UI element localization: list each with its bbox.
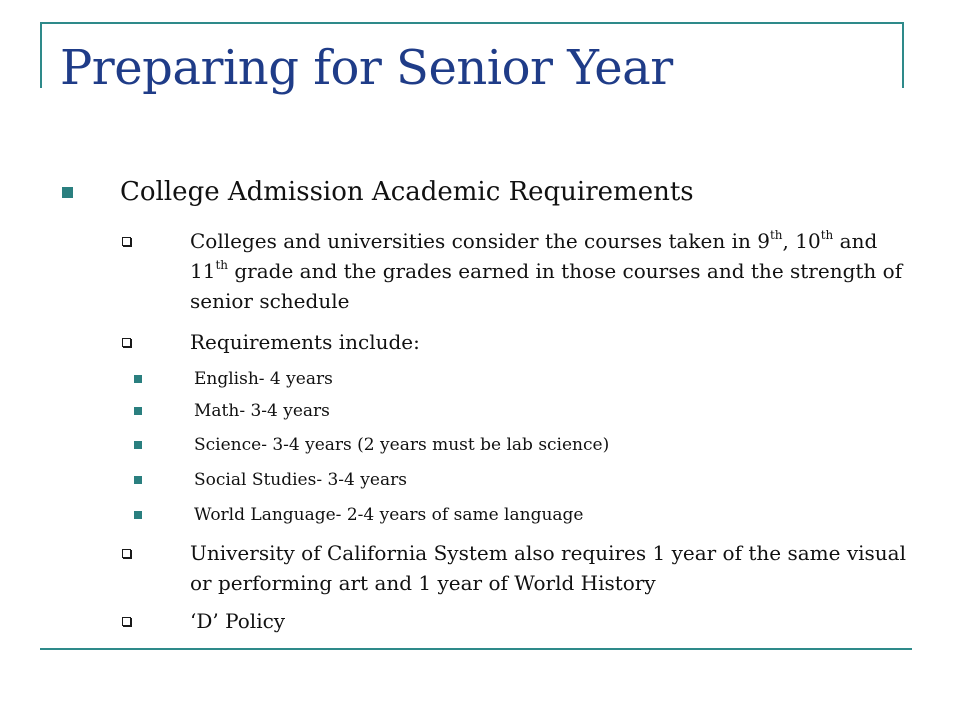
frame-top-line bbox=[40, 22, 904, 24]
frame-left-line bbox=[40, 22, 42, 88]
consider-text: Colleges and universities consider the courses taken in 9th, 10th and 11th grade and the grades earned in those courses and the strength of senior schedule bbox=[190, 228, 903, 313]
requirement-text: Social Studies- 3-4 years bbox=[194, 470, 407, 490]
frame-right-line bbox=[902, 22, 904, 88]
frame-bottom-line bbox=[40, 648, 912, 650]
requirement-text: Math- 3-4 years bbox=[194, 401, 330, 421]
uc-point bbox=[120, 538, 920, 598]
requirement-item bbox=[134, 502, 583, 528]
requirement-text: English- 4 years bbox=[194, 369, 333, 389]
requirement-item bbox=[134, 467, 407, 493]
square-bullet-icon bbox=[134, 441, 142, 449]
consider-point bbox=[120, 226, 920, 316]
square-bullet-icon bbox=[62, 187, 73, 198]
requirements-heading: Requirements include: bbox=[190, 330, 420, 354]
uc-text: University of California System also requires 1 year of the same visual or performing art and 1 year of World History bbox=[190, 541, 906, 595]
square-bullet-icon bbox=[134, 375, 142, 383]
checkbox-bullet-icon bbox=[122, 338, 131, 347]
requirements-point bbox=[120, 327, 920, 357]
checkbox-bullet-icon bbox=[122, 617, 131, 626]
d-policy-text: ‘D’ Policy bbox=[190, 609, 286, 633]
checkbox-bullet-icon bbox=[122, 549, 131, 558]
main-point-text: College Admission Academic Requirements bbox=[120, 177, 694, 207]
requirement-text: World Language- 2-4 years of same language bbox=[194, 505, 584, 525]
requirement-item bbox=[134, 366, 333, 392]
square-bullet-icon bbox=[134, 476, 142, 484]
checkbox-bullet-icon bbox=[122, 237, 131, 246]
d-policy-point bbox=[120, 606, 920, 636]
square-bullet-icon bbox=[134, 407, 142, 415]
requirement-text: Science- 3-4 years (2 years must be lab science) bbox=[194, 435, 610, 455]
slide-title: Preparing for Senior Year bbox=[60, 40, 673, 96]
requirement-item bbox=[134, 398, 330, 424]
square-bullet-icon bbox=[134, 511, 142, 519]
requirement-item bbox=[134, 432, 609, 458]
